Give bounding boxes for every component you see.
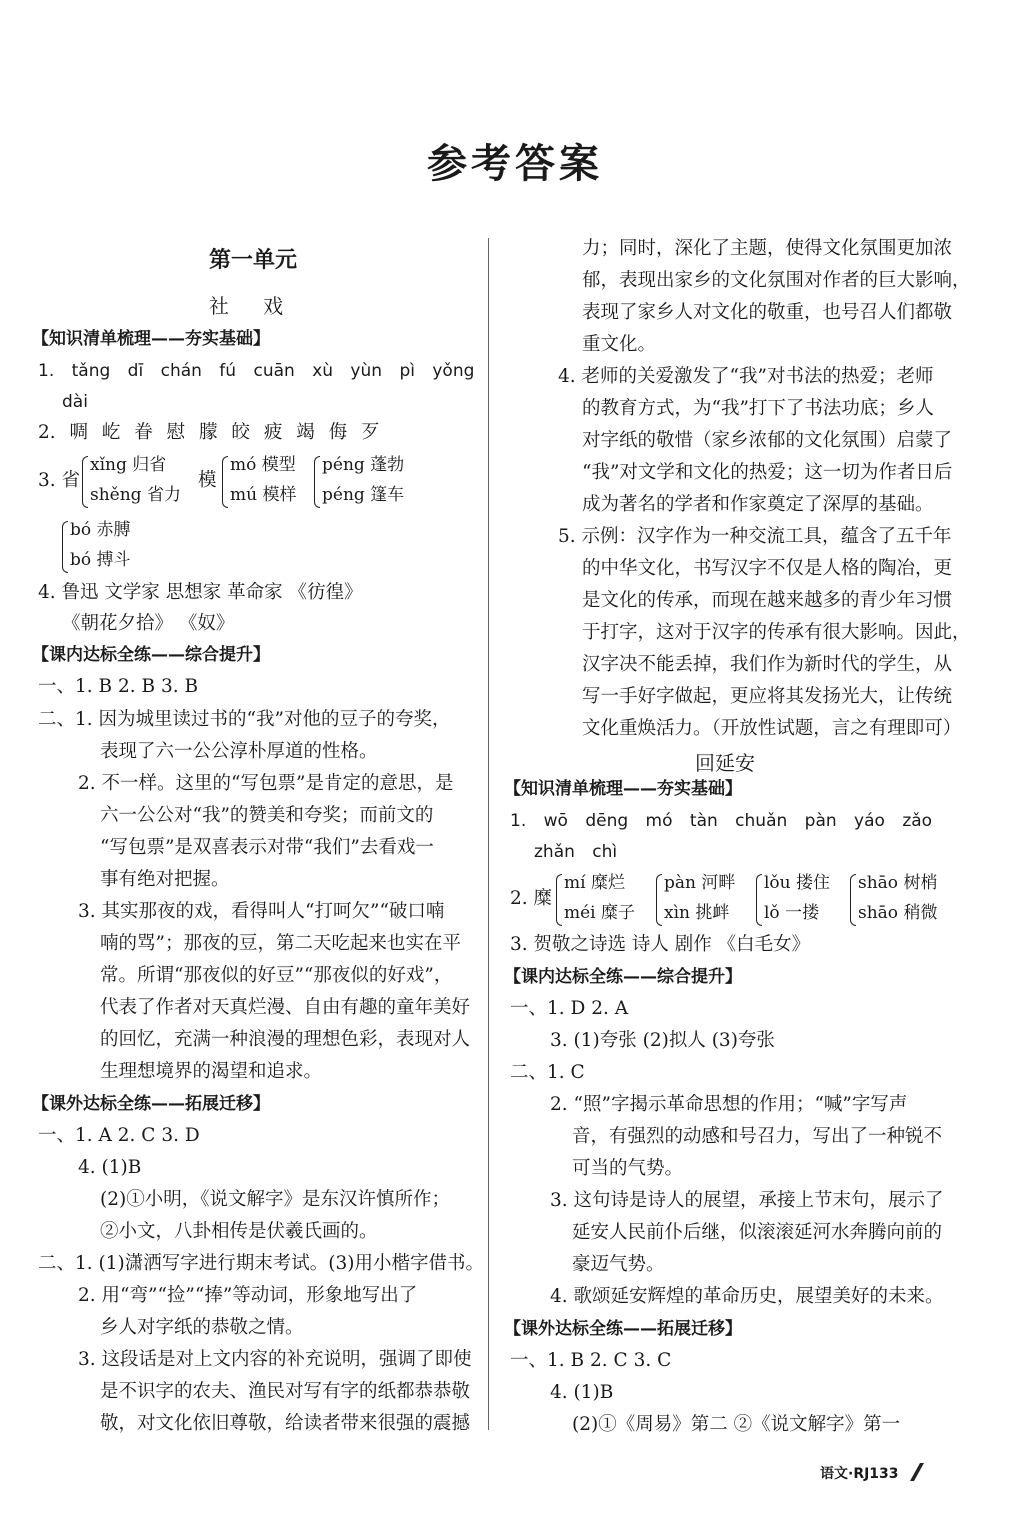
- answer-line: (2)①《周易》第二 ②《说文解字》第一: [572, 1414, 901, 1435]
- answer-line: 郁，表现出家乡的文化氛围对作者的巨大影响，: [582, 270, 971, 291]
- answer-line: 2. 不一样。这里的“写包票”是肯定的意思，是: [78, 773, 454, 794]
- brace: [656, 874, 662, 926]
- answer-line: “写包票”是双喜表示对带“我们”去看戏一: [100, 837, 434, 858]
- answer-line: 3. 这句诗是诗人的展望，承接上节末句，展示了: [550, 1190, 944, 1211]
- answer-line: 常。所谓“那夜似的好豆”“那夜似的好戏”，: [100, 965, 453, 986]
- answer-line: 乡人对字纸的恭敬之情。: [100, 1317, 304, 1338]
- answer-line: 喃的骂”；那夜的豆，第二天吃起来也实在平: [100, 933, 461, 954]
- answer-line: 延安人民前仆后继，似滚滚延河水奔腾向前的: [572, 1222, 943, 1243]
- lesson-heading: 回延安: [695, 751, 755, 775]
- brace: [222, 456, 228, 508]
- answer-line: bó 赤膊: [70, 520, 131, 540]
- answer-line: péng 蓬勃: [322, 455, 405, 475]
- page-title: 参考答案: [427, 141, 603, 187]
- section-heading: 【课内达标全练——综合提升】: [504, 967, 742, 987]
- answer-line: shāo 稍微: [858, 903, 938, 923]
- brace: [850, 874, 856, 926]
- answer-line: 3. 这段话是对上文内容的补充说明，强调了即使: [78, 1349, 472, 1370]
- brace: [314, 456, 320, 508]
- brace: [556, 874, 562, 926]
- answer-line: mó 模型: [230, 455, 296, 475]
- answer-line: xìn 挑衅: [664, 903, 730, 923]
- section-heading: 【课外达标全练——拓展迁移】: [32, 1094, 270, 1114]
- answer-line: 可当的气势。: [572, 1158, 684, 1179]
- brace: [62, 521, 68, 573]
- answer-line: 二、1. (1)潇洒写字进行期末考试。(3)用小楷字借书。: [38, 1253, 484, 1274]
- answer-line: 是不识字的农夫、渔民对写有字的纸都恭恭敬: [100, 1381, 471, 1402]
- section-heading: 【课外达标全练——拓展迁移】: [504, 1319, 742, 1339]
- answer-line: 3. (1)夸张 (2)拟人 (3)夸张: [550, 1030, 775, 1051]
- answer-line: 的回忆，充满一种浪漫的理想色彩，表现对人: [100, 1029, 471, 1050]
- brace: [756, 874, 762, 926]
- answer-line: 1. wō dēng mó tàn chuǎn pàn yáo zǎo: [510, 811, 933, 831]
- answer-line: 六一公公对“我”的赞美和夸奖；而前文的: [100, 805, 434, 826]
- answer-line: 3. 省: [38, 470, 81, 491]
- answer-line: 的教育方式，为“我”打下了书法功底；乡人: [582, 398, 934, 419]
- answer-line: 一、1. A 2. C 3. D: [38, 1125, 200, 1146]
- answer-line: 力；同时，深化了主题，使得文化氛围更加浓: [582, 238, 953, 259]
- answer-line: pàn 河畔: [664, 873, 736, 893]
- answer-line: 模: [198, 470, 217, 491]
- answer-line: bó 搏斗: [70, 550, 131, 570]
- answer-line: 生理想境界的渴望和追求。: [100, 1061, 323, 1082]
- answer-line: shěng 省力: [90, 485, 181, 505]
- answer-line: 一、1. D 2. A: [510, 998, 629, 1019]
- answer-line: méi 糜子: [564, 903, 636, 923]
- answer-line: 汉字决不能丢掉，我们作为新时代的学生，从: [582, 654, 953, 675]
- answer-line: 2. “照”字揭示革命思想的作用；“喊”字写声: [550, 1094, 908, 1115]
- answer-line: ②小文，八卦相传是伏羲氏画的。: [100, 1221, 378, 1242]
- answer-line: péng 篷车: [322, 485, 405, 505]
- answer-line: 文化重焕活力。（开放性试题，言之有理即可）: [582, 718, 962, 739]
- answer-line: 一、1. B 2. C 3. C: [510, 1350, 672, 1371]
- answer-line: zhǎn chì: [534, 842, 618, 862]
- answer-line: 4. 鲁迅 文学家 思想家 革命家 《彷徨》: [38, 582, 363, 603]
- answer-line: 代表了作者对天真烂漫、自由有趣的童年美好: [100, 997, 471, 1018]
- section-heading: 【课内达标全练——综合提升】: [32, 645, 270, 665]
- section-heading: 【知识清单梳理——夯实基础】: [504, 779, 742, 799]
- answer-line: lǒ 一搂: [764, 903, 820, 923]
- answer-line: 是文化的传承，而现在越来越多的青少年习惯: [582, 590, 953, 611]
- answer-line: 3. 其实那夜的戏，看得叫人“打呵欠”“破口喃: [78, 901, 445, 922]
- answer-line: 事有绝对把握。: [100, 869, 230, 890]
- section-heading: 【知识清单梳理——夯实基础】: [32, 329, 270, 349]
- answer-line: 表现了六一公公淳朴厚道的性格。: [100, 741, 378, 762]
- answer-line: 4. 歌颂延安辉煌的革命历史，展望美好的未来。: [550, 1286, 944, 1307]
- answer-line: 敬，对文化依旧尊敬，给读者带来很强的震撼: [100, 1413, 471, 1434]
- answer-line: 1. tǎng dī chán fú cuān xù yùn pì yǒng: [38, 361, 475, 381]
- answer-line: 豪迈气势。: [572, 1254, 665, 1275]
- lesson-heading: 社 戏: [208, 294, 298, 318]
- answer-line: 一、1. B 2. B 3. B: [38, 676, 199, 697]
- answer-line: 二、1. C: [510, 1062, 585, 1083]
- answer-line: xǐng 归省: [90, 455, 167, 475]
- answer-line: mí 糜烂: [564, 873, 625, 893]
- answer-line: 的中华文化，书写汉字不仅是人格的陶冶，更: [582, 558, 953, 579]
- answer-line: 音，有强烈的动感和号召力，写出了一种锐不: [572, 1126, 943, 1147]
- answer-line: 表现了家乡人对文化的敬重，也号召人们都敬: [582, 302, 953, 323]
- answer-line: “我”对文学和文化的热爱；这一切为作者日后: [582, 462, 953, 483]
- answer-line: 2. 用“弯”“捡”“捧”等动词，形象地写出了: [78, 1285, 418, 1306]
- answer-line: 3. 贺敬之诗选 诗人 剧作 《白毛女》: [510, 934, 811, 955]
- column-divider: [488, 238, 489, 1430]
- page-number: 语文·RJ133: [820, 1466, 899, 1482]
- answer-line: 5. 示例：汉字作为一种交流工具，蕴含了五千年: [558, 526, 952, 547]
- answer-line: shāo 树梢: [858, 873, 938, 893]
- page-footer: [820, 1456, 928, 1483]
- answer-line: lǒu 搂住: [764, 873, 831, 893]
- unit-heading: 第一单元: [208, 248, 297, 273]
- answer-line: 2. 啁 屹 眷 慰 朦 皎 疲 竭 侮 歹: [38, 422, 380, 443]
- answer-line: 《朝花夕拾》 《奴》: [62, 613, 235, 634]
- answer-line: 对字纸的敬惜（家乡浓郁的文化氛围）启蒙了: [582, 430, 953, 451]
- corner-mark-icon: [906, 1461, 928, 1483]
- answer-line: dài: [62, 392, 88, 412]
- answer-line: 2. 糜: [510, 888, 553, 909]
- answer-line: 成为著名的学者和作家奠定了深厚的基础。: [582, 494, 934, 515]
- answer-line: 4. (1)B: [550, 1382, 614, 1403]
- brace: [82, 456, 88, 508]
- answer-line: 二、1. 因为城里读过书的“我”对他的豆子的夸奖，: [38, 709, 451, 730]
- answer-line: 于打字，这对于汉字的传承有很大影响。因此，: [582, 622, 971, 643]
- answer-line: mú 模样: [230, 485, 297, 505]
- answer-line: 4. (1)B: [78, 1157, 142, 1178]
- answer-line: 重文化。: [582, 334, 657, 355]
- answer-line: 4. 老师的关爱激发了“我”对书法的热爱；老师: [558, 366, 934, 387]
- answer-line: (2)①小明，《说文解字》是东汉许慎所作；: [100, 1189, 450, 1210]
- answer-line: 写一手好字做起，更应将其发扬光大，让传统: [582, 686, 953, 707]
